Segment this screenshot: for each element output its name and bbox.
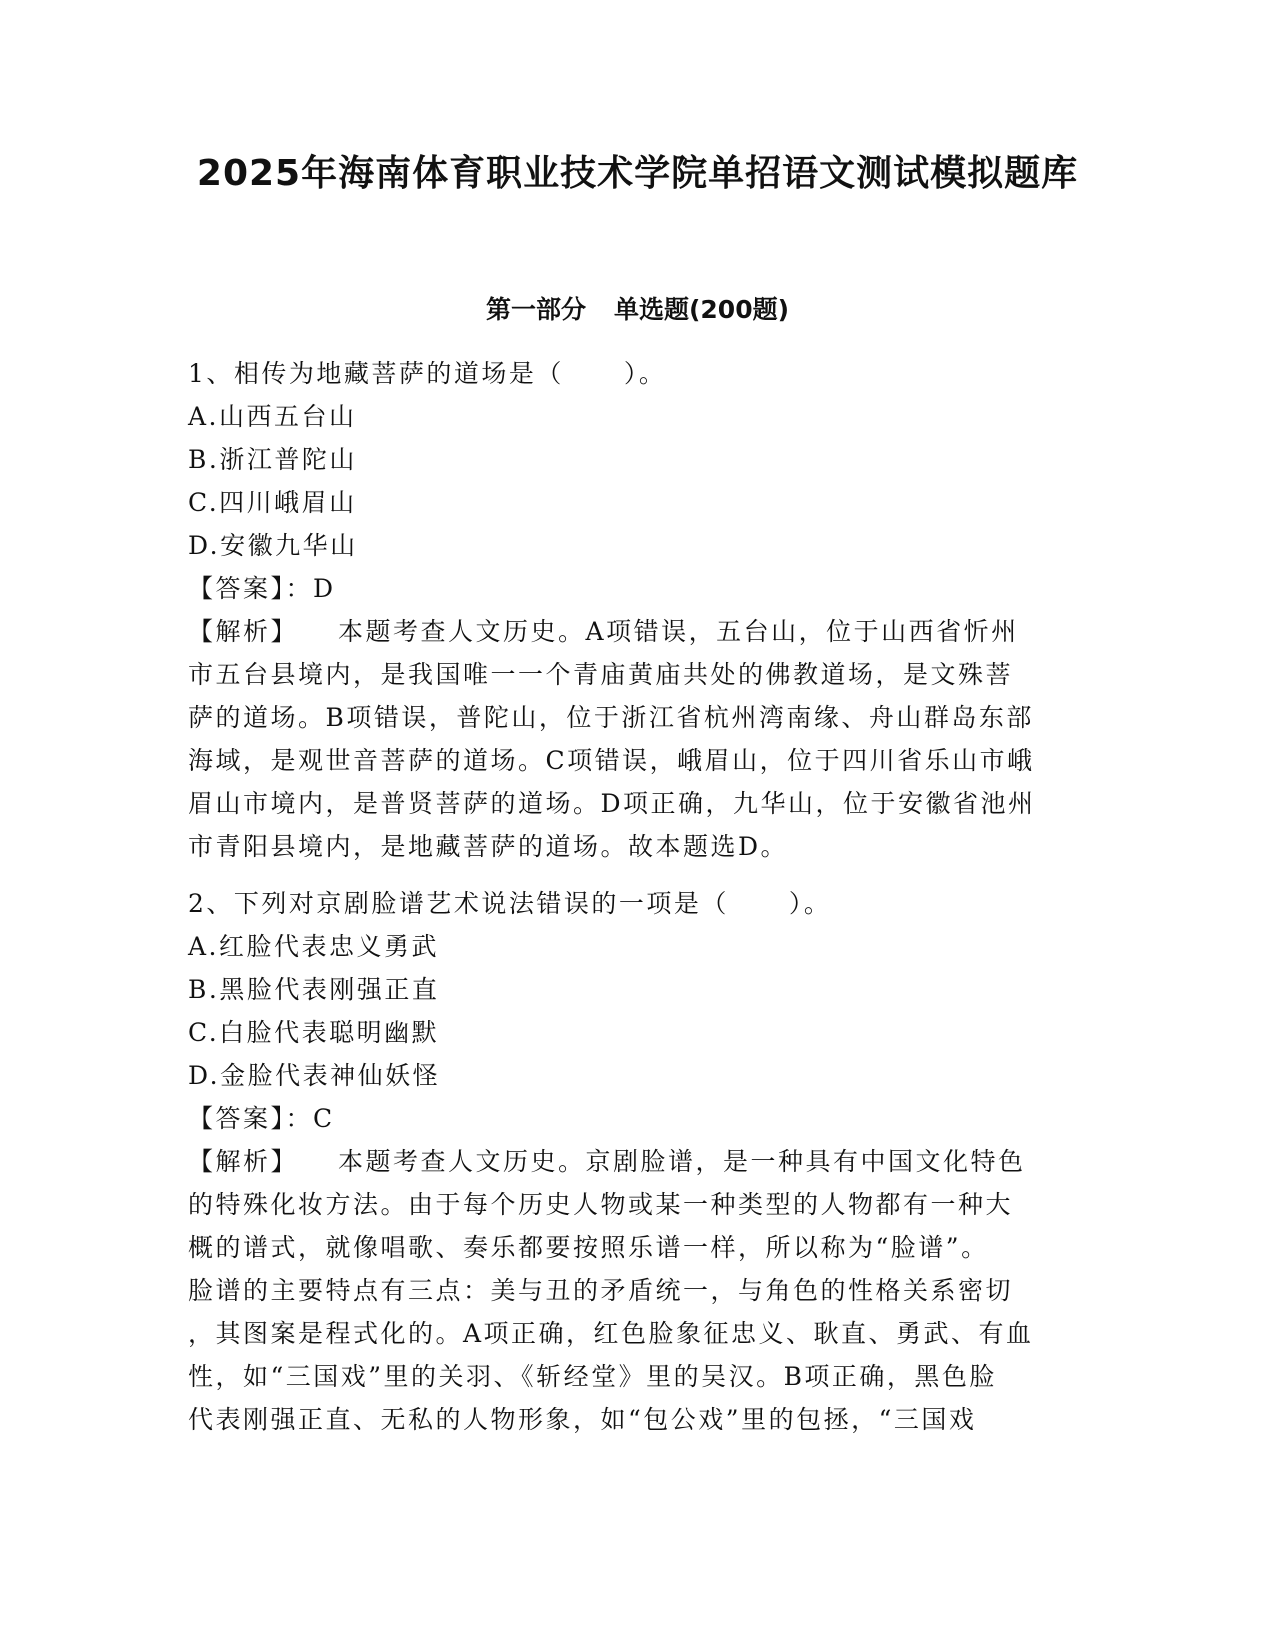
option-b: B.黑脸代表刚强正直 [188,975,440,1004]
stem-text: 1、相传为地藏菩萨的道场是（ [188,359,564,388]
analysis-line-6: 性，如“三国戏”里的关羽、《斩经堂》里的吴汉。B项正确，黑色脸 [188,1362,997,1391]
answer-value: C [313,1104,335,1133]
analysis-line-7: 代表刚强正直、无私的人物形象，如“包公戏”里的包拯，“三国戏 [188,1405,977,1434]
stem-text: 2、下列对京剧脸谱艺术说法错误的一项是（ [188,889,729,918]
option-a: A.山西五台山 [188,402,357,431]
analysis-label: 【解析】 [188,1147,299,1176]
option-b: B.浙江普陀山 [188,445,357,474]
question-1 [188,352,1088,868]
answer-value: D [313,574,336,603]
analysis-label: 【解析】 [188,617,299,646]
option-c: C.白脸代表聪明幽默 [188,1018,440,1047]
question-list [188,352,1088,1447]
answer-label: 【答案】： [188,574,314,603]
analysis-line-1 [188,610,1088,653]
analysis-line-6: 市青阳县境内，是地藏菩萨的道场。故本题选D。 [188,832,789,861]
answer-label: 【答案】： [188,1104,314,1133]
analysis-line-3: 萨的道场。B项错误，普陀山，位于浙江省杭州湾南缘、舟山群岛东部 [188,703,1034,732]
question-2 [188,882,1088,1441]
analysis-text: 本题考查人文历史。A项错误，五台山，位于山西省忻州 [338,617,1019,646]
question-stem [188,882,1088,925]
analysis-line-4: 脸谱的主要特点有三点：美与丑的矛盾统一，与角色的性格关系密切 [188,1276,1014,1305]
answer-line [188,1097,1088,1140]
document-title: 2025年海南体育职业技术学院单招语文测试模拟题库 [196,153,1079,194]
option-d: D.安徽九华山 [188,531,358,560]
option-d: D.金脸代表神仙妖怪 [188,1061,441,1090]
analysis-line-5: 眉山市境内，是普贤菩萨的道场。D项正确，九华山，位于安徽省池州 [188,789,1036,818]
section-part: 第一部分 [485,295,586,324]
answer-line [188,567,1088,610]
analysis-line-4: 海域，是观世音菩萨的道场。C项错误，峨眉山，位于四川省乐山市峨 [188,746,1035,775]
section-name: 单选题(200题) [613,295,790,324]
analysis-line-2: 的特殊化妆方法。由于每个历史人物或某一种类型的人物都有一种大 [188,1190,1014,1219]
stem-text-end: ）。 [788,889,832,918]
option-c: C.四川峨眉山 [188,488,357,517]
analysis-line-2: 市五台县境内，是我国唯一一个青庙黄庙共处的佛教道场，是文殊菩 [188,660,1014,689]
analysis-line-1 [188,1140,1088,1183]
option-a: A.红脸代表忠义勇武 [188,932,440,961]
stem-text-end: ）。 [623,359,667,388]
section-heading [0,292,1275,328]
analysis-line-5: ，其图案是程式化的。A项正确，红色脸象征忠义、耿直、勇武、有血 [188,1319,1034,1348]
analysis-line-3: 概的谱式，就像唱歌、奏乐都要按照乐谱一样，所以称为“脸谱”。 [188,1233,989,1262]
question-stem [188,352,1088,395]
analysis-text: 本题考查人文历史。京剧脸谱，是一种具有中国文化特色 [338,1147,1026,1176]
